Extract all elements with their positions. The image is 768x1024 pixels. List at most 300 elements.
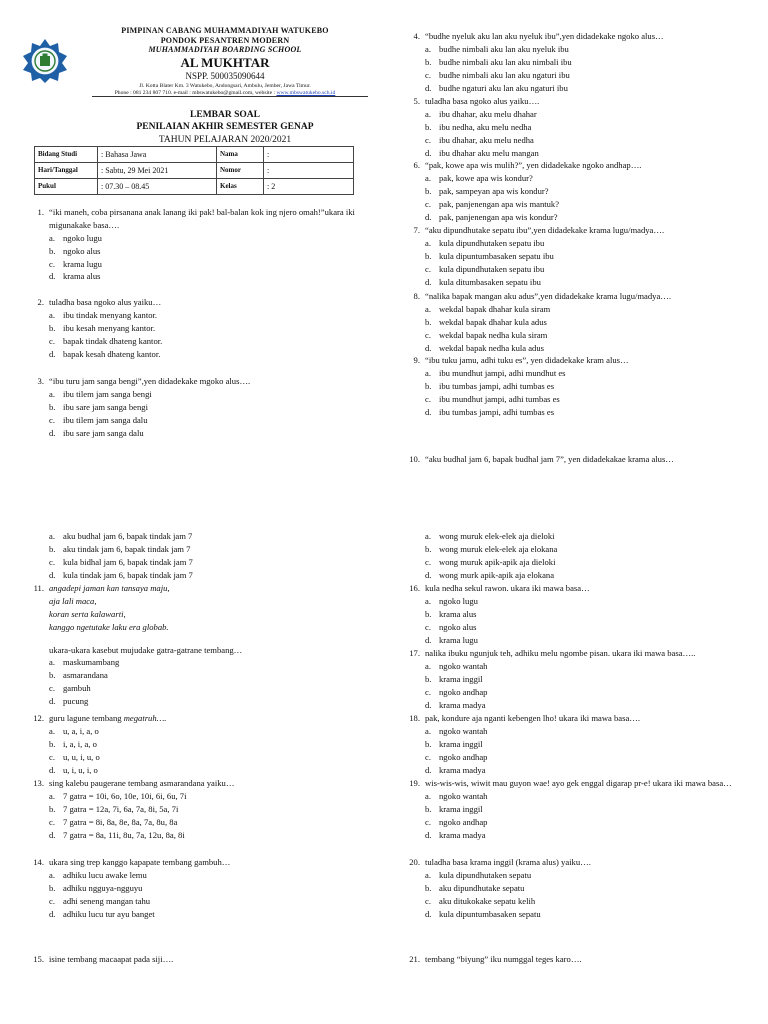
answer-options <box>404 43 744 95</box>
question-text <box>425 582 744 595</box>
option-text: krama lugu <box>439 634 478 645</box>
question-prompt: wis-wis-wis, wiwit mau guyon wae! ayo gek enggal digarap pr-e! ukara iki mawa basa… <box>425 778 732 788</box>
answer-option[interactable] <box>49 790 368 803</box>
answer-option[interactable] <box>49 682 368 695</box>
answer-option[interactable] <box>49 414 368 427</box>
answer-option[interactable] <box>425 342 744 355</box>
answer-option[interactable] <box>425 380 744 393</box>
option-letter: b. <box>49 803 56 814</box>
answer-option[interactable] <box>425 530 744 543</box>
answer-option[interactable] <box>425 393 744 406</box>
option-letter: c. <box>425 69 431 80</box>
question-stem <box>28 953 368 966</box>
answer-options <box>28 656 368 708</box>
question-number: 4. <box>413 31 420 41</box>
option-text: wekdal bapak dhahar kula siram <box>439 303 551 314</box>
question-text <box>425 290 744 303</box>
answer-option[interactable] <box>425 185 744 198</box>
answer-options <box>404 725 744 777</box>
question-prompt: “ibu tuku jamu, adhi tuku es”, yen didadekake kram alus… <box>425 355 629 365</box>
answer-options <box>28 725 368 777</box>
answer-option[interactable] <box>49 322 368 335</box>
answer-option[interactable] <box>425 134 744 147</box>
answer-option[interactable] <box>425 621 744 634</box>
option-text: ibu mundhut jampi, adhi mundhut es <box>439 367 566 378</box>
answer-option[interactable] <box>49 270 368 283</box>
question-10 <box>404 453 744 466</box>
answer-option[interactable] <box>49 258 368 271</box>
answer-option[interactable] <box>49 816 368 829</box>
option-text: krama lugu <box>63 258 102 269</box>
answer-option[interactable] <box>49 309 368 322</box>
header-line-2: PONDOK PESANTREN MODERN <box>160 35 290 45</box>
question-number: 19. <box>409 778 420 788</box>
option-letter: c. <box>425 621 431 632</box>
question-text <box>425 647 744 660</box>
question-1 <box>28 206 368 283</box>
answer-option[interactable] <box>425 556 744 569</box>
option-text: ibu dhahar, aku melu dhahar <box>439 108 537 119</box>
question-19 <box>404 777 744 841</box>
option-text: krama inggil <box>439 673 483 684</box>
question-number: 6. <box>413 160 420 170</box>
info-row <box>35 147 354 163</box>
question-stem <box>28 712 368 725</box>
answer-option[interactable] <box>425 895 744 908</box>
option-text: ibu tumbas jampi, adhi tumbas es <box>439 406 555 417</box>
info-key: Hari/Tanggal <box>35 163 98 179</box>
option-text: ibu dhahar, aku melu nedha <box>439 134 534 145</box>
option-text: kula bidhal jam 6, bapak tindak jam 7 <box>63 556 193 567</box>
question-text <box>425 30 744 43</box>
poem-line: koran serta kalawarti, <box>49 608 126 619</box>
option-letter: b. <box>425 380 432 391</box>
answer-option[interactable] <box>49 245 368 258</box>
option-text: 7 gatra = 10i, 6o, 10e, 10i, 6i, 6u, 7i <box>63 790 187 801</box>
question-stem <box>28 296 368 309</box>
question-stem <box>404 95 744 108</box>
question-stem <box>404 159 744 172</box>
question-number: 17. <box>409 648 420 658</box>
option-letter: c. <box>49 414 55 425</box>
option-letter: b. <box>425 316 432 327</box>
option-letter: c. <box>425 751 431 762</box>
answer-option[interactable] <box>425 250 744 263</box>
question-stem <box>404 354 744 367</box>
option-text: krama alus <box>439 608 477 619</box>
option-text: asmarandana <box>63 670 108 681</box>
option-letter: d. <box>425 147 432 158</box>
answer-option[interactable] <box>49 556 368 569</box>
option-letter: c. <box>425 556 431 567</box>
title-exam: PENILAIAN AKHIR SEMESTER GENAP <box>136 121 314 132</box>
option-letter: c. <box>49 335 55 346</box>
answer-options <box>404 660 744 712</box>
question-stem <box>404 647 744 660</box>
option-text: ngoko andhap <box>439 751 488 762</box>
option-letter: d. <box>425 406 432 417</box>
option-text: pak, panjenengan apa wis mantuk? <box>439 198 560 209</box>
option-text: aku ditukokake sepatu kelih <box>439 895 536 906</box>
question-15-options <box>404 530 744 582</box>
question-prompt: “aku dipundhutake sepatu ibu”,yen didadekake krama lugu/madya…. <box>425 225 665 235</box>
question-stem <box>404 224 744 237</box>
question-3 <box>28 375 368 439</box>
option-letter: b. <box>49 322 56 333</box>
option-text: ibu tilem jam sanga bengi <box>63 388 152 399</box>
option-text: ngoko lugu <box>439 595 478 606</box>
answer-option[interactable] <box>49 427 368 440</box>
answer-option[interactable] <box>425 276 744 289</box>
question-text <box>425 953 744 966</box>
option-text: krama madya <box>439 699 486 710</box>
answer-option[interactable] <box>425 43 744 56</box>
option-letter: a. <box>49 531 55 541</box>
option-letter: c. <box>425 895 431 906</box>
answer-option[interactable] <box>425 211 744 224</box>
option-text: ibu tilem jam sanga dalu <box>63 414 148 425</box>
option-letter: b. <box>425 543 432 554</box>
question-prompt: tuladha basa krama inggil (krama alus) yaiku…. <box>425 857 591 867</box>
answer-option[interactable] <box>49 401 368 414</box>
answer-option[interactable] <box>49 908 368 921</box>
answer-option[interactable] <box>49 695 368 708</box>
option-text: ngoko andhap <box>439 686 488 697</box>
answer-option[interactable] <box>425 172 744 185</box>
option-text: pak, sampeyan apa wis kondur? <box>439 185 549 196</box>
option-text: ngoko wantah <box>439 790 488 801</box>
question-number: 15. <box>33 954 44 964</box>
answer-option[interactable] <box>49 738 368 751</box>
poem-line: aja lali maca, <box>49 595 97 606</box>
question-prompt: isine tembang macaapat pada siji…. <box>49 954 174 964</box>
option-letter: c. <box>49 258 55 269</box>
question-prompt: tuladha basa ngoko alus yaiku…. <box>425 96 540 106</box>
title-lembar-soal: LEMBAR SOAL <box>190 110 260 120</box>
option-text: krama inggil <box>439 738 483 749</box>
option-text: budhe nimbali aku lan aku nyeluk ibu <box>439 43 569 54</box>
answer-option[interactable] <box>425 686 744 699</box>
answer-option[interactable] <box>49 335 368 348</box>
school-nspp: NSPP. 500035090644 <box>185 71 265 82</box>
header-divider <box>92 96 368 97</box>
question-number: 20. <box>409 857 420 867</box>
option-letter: a. <box>49 232 55 243</box>
school-logo <box>22 38 68 84</box>
answer-option[interactable] <box>425 816 744 829</box>
answer-option[interactable] <box>425 82 744 95</box>
question-15 <box>28 953 368 966</box>
option-letter: d. <box>425 634 432 645</box>
option-text: wekdal bapak nedha kula siram <box>439 329 548 340</box>
info-row <box>35 163 354 179</box>
answer-option[interactable] <box>425 69 744 82</box>
answer-option[interactable] <box>49 829 368 842</box>
question-4 <box>404 30 744 94</box>
option-text: krama madya <box>439 764 486 775</box>
answer-option[interactable] <box>49 569 368 582</box>
question-prompt: ukara-ukara kasebut mujudake gatra-gatrane tembang… <box>49 644 243 655</box>
answer-option[interactable] <box>425 803 744 816</box>
question-text <box>49 712 368 725</box>
answer-option[interactable] <box>425 608 744 621</box>
option-text: aku dipundhutake sepatu <box>439 882 525 893</box>
option-letter: b. <box>49 738 56 749</box>
answer-option[interactable] <box>425 569 744 582</box>
question-prompt: “ibu turu jam sanga bengi”,yen didadekake mgoko alus…. <box>49 376 251 386</box>
question-number: 9. <box>413 355 420 365</box>
option-text: kula dipuntumbasaken sepatu <box>439 908 541 919</box>
answer-option[interactable] <box>425 329 744 342</box>
option-text: u, u, i, u, o <box>63 751 100 762</box>
question-text <box>425 856 744 869</box>
option-letter: b. <box>425 738 432 749</box>
answer-option[interactable] <box>49 669 368 682</box>
info-key: Kelas <box>217 179 264 195</box>
question-prompt: “iki maneh, coba pirsanana anak lanang iki pak! bal-balan kok ing njero omah!”ukara iki migunakake basa…. <box>49 207 355 230</box>
question-16 <box>404 582 744 646</box>
answer-option[interactable] <box>425 108 744 121</box>
answer-option[interactable] <box>425 725 744 738</box>
question-stem <box>404 582 744 595</box>
option-letter: a. <box>49 388 55 399</box>
answer-option[interactable] <box>425 882 744 895</box>
question-number: 12. <box>33 713 44 723</box>
info-table <box>34 146 354 195</box>
info-key: Bidang Studi <box>35 147 98 163</box>
option-letter: d. <box>425 829 432 840</box>
option-letter: d. <box>49 829 56 840</box>
option-text: aku tindak jam 6, bapak tindak jam 7 <box>63 543 191 554</box>
info-value: : Bahasa Jawa <box>98 147 217 163</box>
question-14 <box>28 856 368 920</box>
question-number: 14. <box>33 857 44 867</box>
question-text <box>425 453 744 466</box>
answer-option[interactable] <box>425 543 744 556</box>
option-letter: d. <box>49 271 56 282</box>
info-key: Nomor <box>217 163 264 179</box>
answer-option[interactable] <box>425 829 744 842</box>
option-text: ngoko lugu <box>63 232 102 243</box>
option-letter: a. <box>425 43 431 54</box>
answer-option[interactable] <box>49 543 368 556</box>
answer-option[interactable] <box>49 882 368 895</box>
answer-option[interactable] <box>425 367 744 380</box>
option-letter: c. <box>49 816 55 827</box>
answer-option[interactable] <box>49 388 368 401</box>
answer-option[interactable] <box>425 660 744 673</box>
answer-option[interactable] <box>49 751 368 764</box>
option-letter: b. <box>49 401 56 412</box>
option-letter: b. <box>425 882 432 893</box>
question-number: 16. <box>409 583 420 593</box>
option-text: adhiku lucu awake lemu <box>63 869 147 880</box>
option-letter: b. <box>425 56 432 67</box>
answer-option[interactable] <box>49 764 368 777</box>
option-letter: a. <box>425 531 431 541</box>
question-20 <box>404 856 744 920</box>
answer-option[interactable] <box>425 595 744 608</box>
answer-option[interactable] <box>49 348 368 361</box>
question-17 <box>404 647 744 711</box>
option-text: wekdal bapak dhahar kula adus <box>439 316 547 327</box>
option-text: ngoko andhap <box>439 816 488 827</box>
option-letter: c. <box>49 751 55 762</box>
option-letter: c. <box>425 393 431 404</box>
title-year: TAHUN PELAJARAN 2020/2021 <box>158 134 292 145</box>
answer-option[interactable] <box>49 869 368 882</box>
answer-option[interactable] <box>425 751 744 764</box>
answer-option[interactable] <box>425 121 744 134</box>
option-text: ngoko alus <box>439 621 477 632</box>
question-stem <box>28 206 368 232</box>
question-text <box>425 159 744 172</box>
answer-option[interactable] <box>425 263 744 276</box>
option-letter: c. <box>49 683 55 694</box>
option-text: kula tindak jam 6, bapak tindak jam 7 <box>63 569 193 580</box>
option-text: pak, panjenengan apa wis kondur? <box>439 211 558 222</box>
question-text <box>49 206 368 232</box>
option-text: wekdal bapak nedha kula adus <box>439 342 544 353</box>
question-number: 5. <box>413 96 420 106</box>
question-stem <box>28 777 368 790</box>
answer-option[interactable] <box>49 895 368 908</box>
answer-options <box>28 530 368 582</box>
question-stem <box>28 856 368 869</box>
question-number: 13. <box>33 778 44 788</box>
option-text: u, i, u, i, o <box>63 764 98 775</box>
school-address: Jl. Kotta Blater Km. 3 Watukebo, Andongsari, Ambulu, Jember, Jawa Timur. <box>139 82 311 89</box>
option-text: bapak kesah dhateng kantor. <box>63 348 161 359</box>
school-name: AL MUKHTAR <box>180 54 270 70</box>
question-text <box>425 95 744 108</box>
option-text: ibu sare jam sanga dalu <box>63 427 144 438</box>
option-letter: d. <box>49 764 56 775</box>
question-stem <box>404 453 744 466</box>
answer-option[interactable] <box>425 738 744 751</box>
option-letter: d. <box>49 427 56 438</box>
option-text: krama madya <box>439 829 486 840</box>
answer-option[interactable] <box>425 764 744 777</box>
option-text: kula dipundhutaken sepatu ibu <box>439 237 545 248</box>
question-text <box>49 856 368 869</box>
answer-option[interactable] <box>49 725 368 738</box>
question-11 <box>28 582 368 708</box>
option-letter: c. <box>425 329 431 340</box>
question-13 <box>28 777 368 841</box>
option-letter: d. <box>425 764 432 775</box>
option-text: ibu mundhut jampi, adhi tumbas es <box>439 393 560 404</box>
question-text <box>425 354 744 367</box>
question-prompt: “nalika bapak mangan aku adus”,yen didadekake krama lugu/madya…. <box>425 291 672 301</box>
question-number: 1. <box>37 207 44 217</box>
option-text: wong murk apik-apik aja elokana <box>439 569 555 580</box>
question-number: 21. <box>409 954 420 964</box>
poem-line: angadepi jaman kan tansaya maju, <box>49 583 170 593</box>
answer-option[interactable] <box>49 656 368 669</box>
question-stem <box>404 777 744 790</box>
answer-options <box>404 172 744 224</box>
option-letter: d. <box>425 82 432 93</box>
option-text: bapak tindak dhateng kantor. <box>63 335 163 346</box>
option-text: maskumambang <box>63 657 120 668</box>
answer-option[interactable] <box>425 237 744 250</box>
answer-options <box>28 232 368 284</box>
answer-option[interactable] <box>425 869 744 882</box>
question-18 <box>404 712 744 776</box>
option-text: pucung <box>63 696 89 707</box>
option-letter: a. <box>49 657 55 668</box>
option-letter: a. <box>425 367 431 378</box>
option-letter: d. <box>49 348 56 359</box>
option-text: ngoko wantah <box>439 660 488 671</box>
question-12 <box>28 712 368 776</box>
answer-option[interactable] <box>425 673 744 686</box>
answer-option[interactable] <box>49 232 368 245</box>
question-number: 3. <box>37 376 44 386</box>
answer-options <box>404 530 744 582</box>
option-letter: b. <box>425 608 432 619</box>
answer-option[interactable] <box>425 406 744 419</box>
answer-option[interactable] <box>425 634 744 647</box>
question-9 <box>404 354 744 418</box>
answer-option[interactable] <box>425 303 744 316</box>
header-line-1: PIMPINAN CABANG MUHAMMADIYAH WATUKEBO <box>121 26 329 35</box>
question-prompt: guru lagune tembang <box>49 713 124 723</box>
option-text: kula dipundhutaken sepatu <box>439 869 532 880</box>
question-prompt: tembang “biyung” iku numggal teges karo…. <box>425 954 582 964</box>
answer-option[interactable] <box>425 699 744 712</box>
answer-option[interactable] <box>49 530 368 543</box>
answer-options <box>28 309 368 361</box>
question-5 <box>404 95 744 159</box>
answer-option[interactable] <box>425 908 744 921</box>
answer-option[interactable] <box>425 198 744 211</box>
answer-option[interactable] <box>425 147 744 160</box>
option-text: ngoko wantah <box>439 725 488 736</box>
option-letter: d. <box>49 908 56 919</box>
option-letter: a. <box>425 108 431 119</box>
option-letter: b. <box>425 185 432 196</box>
option-text: 7 gatra = 8i, 8a, 8e, 8a, 7a, 8u, 8a <box>63 816 178 827</box>
answer-options <box>404 595 744 647</box>
answer-option[interactable] <box>425 790 744 803</box>
question-prompt: ukara sing trep kanggo kapapate tembang gambuh… <box>49 857 231 867</box>
option-text: 7 gatra = 12a, 7i, 6a, 7a, 8i, 5a, 7i <box>63 803 179 814</box>
website-link[interactable]: www.mbswatukebo.sch.id <box>276 90 336 97</box>
option-letter: a. <box>425 595 431 606</box>
option-text: u, a, i, a, o <box>63 725 99 736</box>
option-letter: c. <box>425 686 431 697</box>
question-number: 18. <box>409 713 420 723</box>
option-letter: c. <box>425 134 431 145</box>
option-letter: a. <box>49 309 55 320</box>
answer-option[interactable] <box>425 56 744 69</box>
option-letter: d. <box>425 908 432 919</box>
answer-options <box>404 869 744 921</box>
option-letter: a. <box>49 725 55 736</box>
option-text: adhiku ngguya-ngguyu <box>63 882 143 893</box>
option-letter: d. <box>425 569 432 580</box>
answer-option[interactable] <box>49 803 368 816</box>
option-letter: b. <box>425 250 432 261</box>
question-prompt: tuladha basa ngoko alus yaiku… <box>49 297 162 307</box>
question-prompt: “aku budhal jam 6, bapak budhal jam 7”, yen didadekakae krama alus… <box>425 454 674 464</box>
option-text: kula dipuntumbasaken sepatu ibu <box>439 250 554 261</box>
answer-option[interactable] <box>425 316 744 329</box>
question-stem <box>404 30 744 43</box>
option-text: ibu sare jam sanga bengi <box>63 401 148 412</box>
